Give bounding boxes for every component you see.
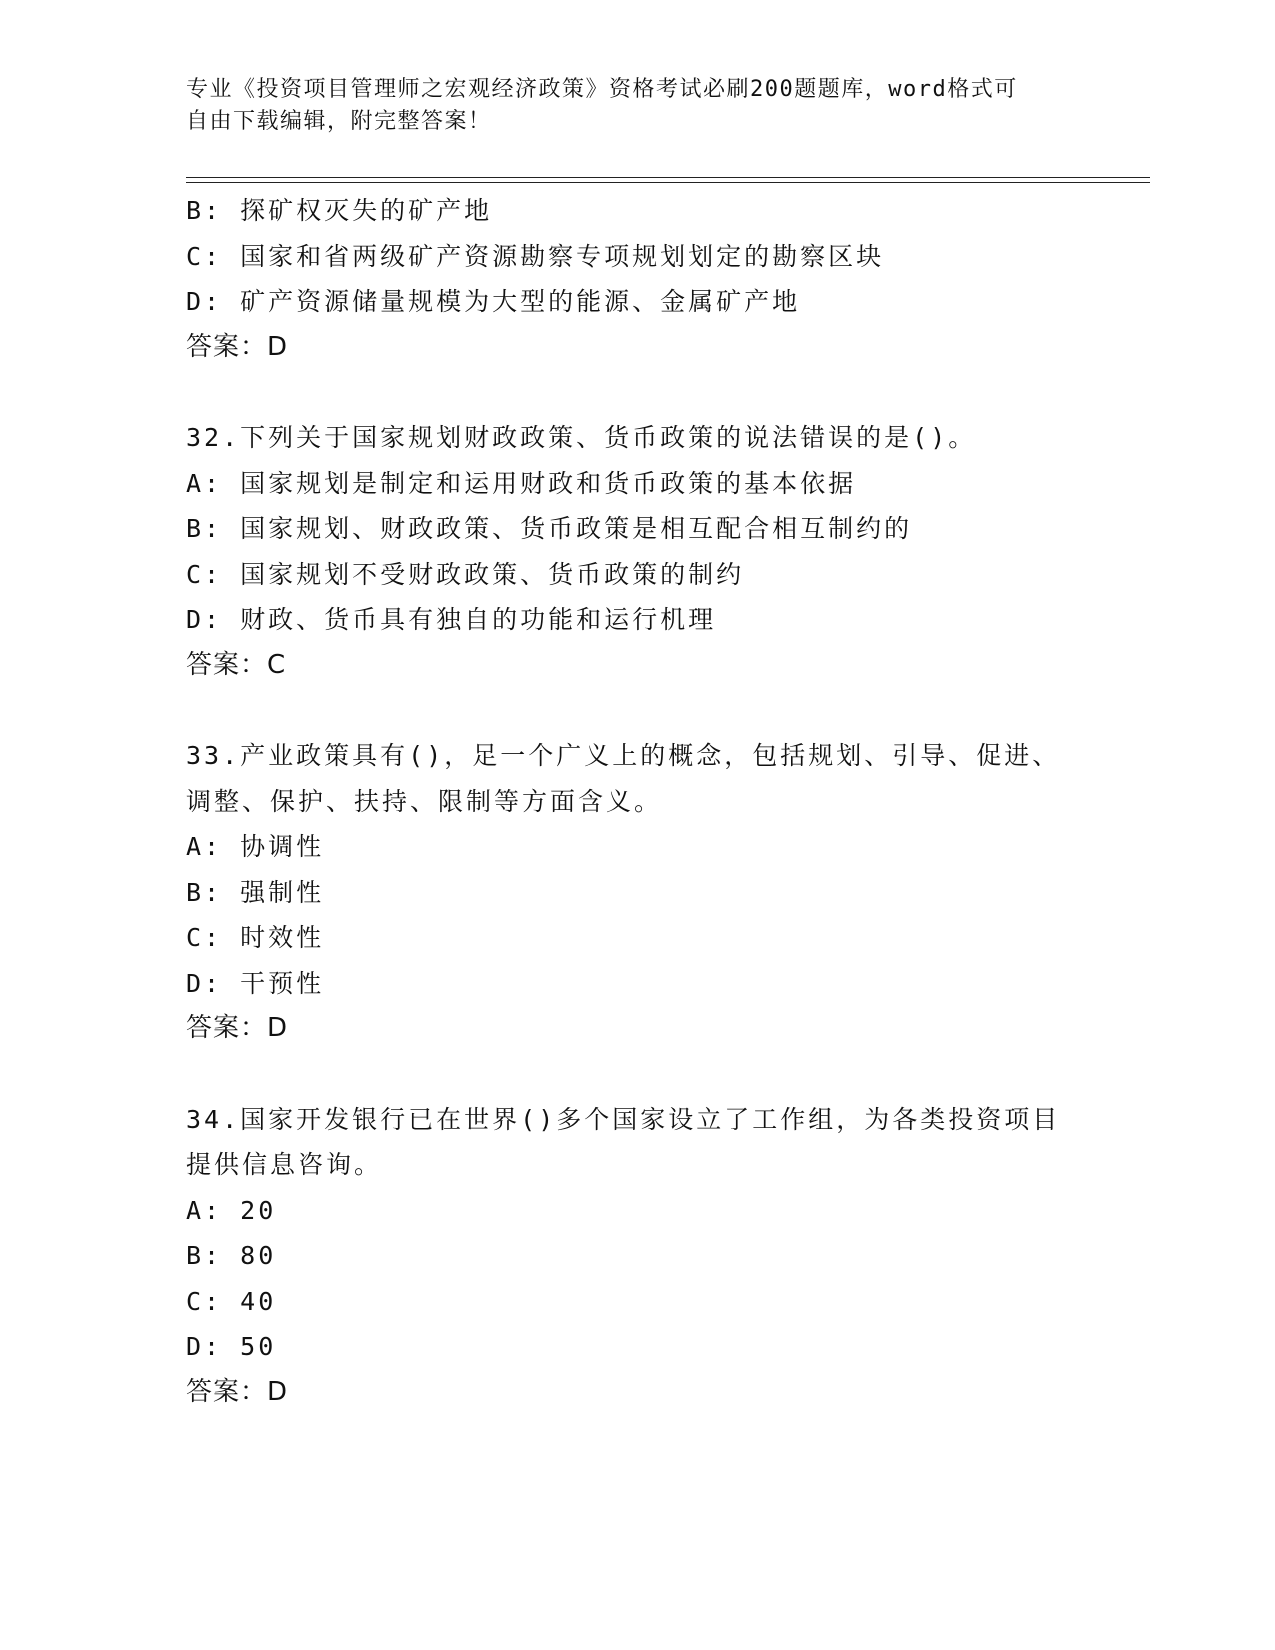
question-stem-line-1: 33.产业政策具有()，足一个广义上的概念，包括规划、引导、促进、 <box>186 741 1061 770</box>
question-33 <box>186 733 1086 1052</box>
header-rule-bottom <box>186 182 1150 183</box>
option-d: D: 矿产资源储量规模为大型的能源、金属矿产地 <box>186 287 801 316</box>
document-header <box>186 74 1066 138</box>
question-stem-line-2: 调整、保护、扶持、限制等方面含义。 <box>186 786 663 816</box>
header-line-2: 自由下载编辑，附完整答案！ <box>186 109 492 134</box>
question-31-tail <box>186 188 1086 370</box>
option-c: C: 国家和省两级矿产资源勘察专项规划划定的勘察区块 <box>186 241 885 271</box>
option-c: C: 40 <box>186 1286 277 1316</box>
question-32 <box>186 415 1086 688</box>
option-b: B: 80 <box>186 1241 277 1270</box>
option-a: A: 协调性 <box>186 832 325 861</box>
header-line-1: 专业《投资项目管理师之宏观经济政策》资格考试必刷200题题库，word格式可 <box>186 77 1018 102</box>
option-d: D: 50 <box>186 1332 277 1361</box>
option-b: B: 强制性 <box>186 877 325 907</box>
answer: 答案：D <box>186 1013 289 1043</box>
answer: 答案：D <box>186 331 289 362</box>
question-stem-line-1: 34.国家开发银行已在世界()多个国家设立了工作组，为各类投资项目 <box>186 1104 1061 1134</box>
question-34 <box>186 1097 1086 1416</box>
option-a: A: 20 <box>186 1195 277 1225</box>
option-c: C: 时效性 <box>186 923 325 952</box>
header-rule-top <box>186 177 1150 178</box>
option-d: D: 干预性 <box>186 968 325 998</box>
option-a: A: 国家规划是制定和运用财政和货币政策的基本依据 <box>186 468 857 498</box>
spacer <box>186 688 1086 733</box>
option-c: C: 国家规划不受财政政策、货币政策的制约 <box>186 559 745 589</box>
question-list <box>186 188 1086 1415</box>
answer: 答案：C <box>186 649 287 680</box>
option-b: B: 国家规划、财政政策、货币政策是相互配合相互制约的 <box>186 514 913 543</box>
question-stem-line-2: 提供信息咨询。 <box>186 1150 383 1179</box>
option-b: B: 探矿权灭失的矿产地 <box>186 196 493 225</box>
spacer <box>186 370 1086 415</box>
spacer <box>186 1052 1086 1097</box>
answer: 答案：D <box>186 1376 289 1407</box>
option-d: D: 财政、货币具有独自的功能和运行机理 <box>186 605 717 634</box>
question-stem: 32.下列关于国家规划财政政策、货币政策的说法错误的是()。 <box>186 423 977 452</box>
